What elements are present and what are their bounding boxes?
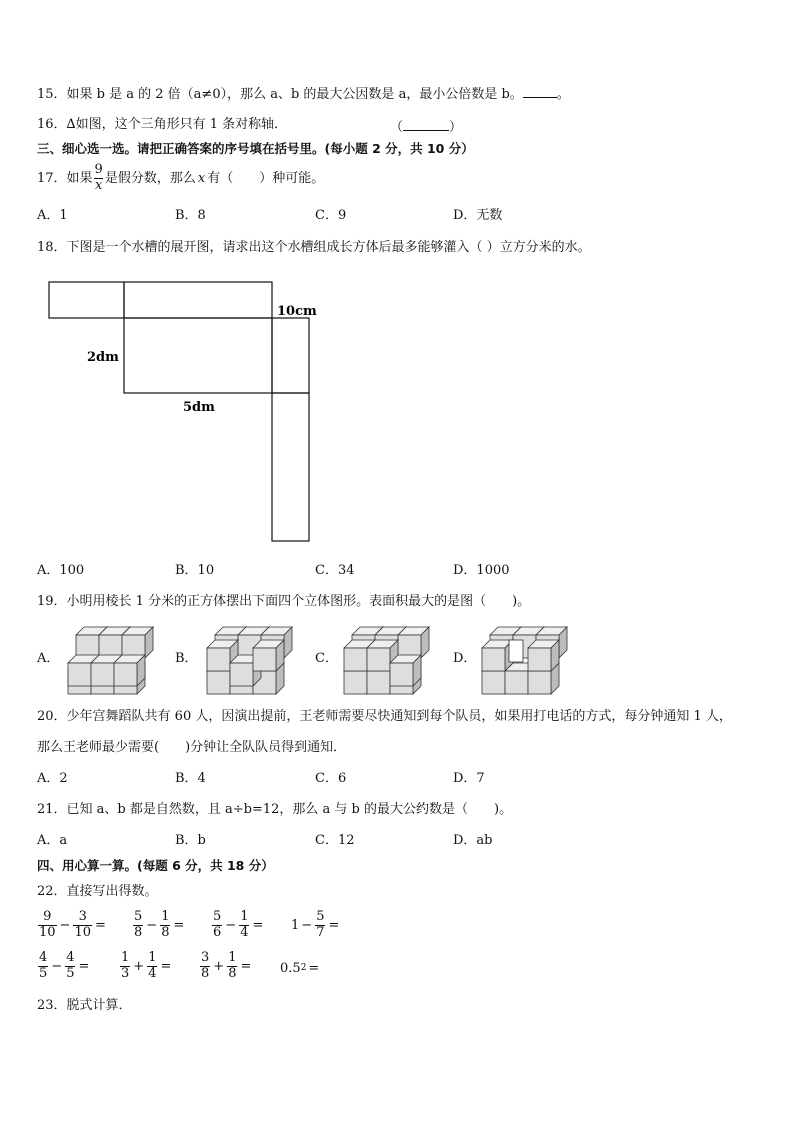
question-16-answer: （ ） [390, 120, 463, 135]
section-3-heading: 三、细心选一选。请把正确答案的序号填在括号里。(每小题 2 分，共 10 分） [37, 141, 474, 156]
question-20-line-1: 20．少年宫舞蹈队共有 60 人，因演出提前，王老师需要尽快通知到每个队员，如果用打电话的方式，每分钟通知 1 人， [37, 709, 732, 724]
q18-option-c[interactable]: C．34 [315, 563, 355, 578]
label-2dm: 2dm [87, 350, 119, 365]
calc-8: 0.5 2 = [280, 961, 320, 976]
calc-2: $\frac{5}{8}$ − $\frac{1}{8}$ = [134, 909, 185, 940]
question-19: 19．小明用棱长 1 分米的正方体摆出下面四个立体图形。表面积最大的是图（ )。 [37, 594, 531, 609]
q20-option-a[interactable]: A．2 [37, 771, 68, 786]
question-15: 15．如果 b 是 a 的 2 倍（a≠0），那么 a、b 的最大公因数是 a，最小公倍数是 b。 。 [37, 87, 570, 102]
q19-option-c-label[interactable]: C． [315, 651, 338, 666]
question-16: 16．∆如图，这个三角形只有 1 条对称轴． [37, 117, 288, 132]
q17-option-b[interactable]: B．8 [175, 208, 206, 223]
q20-option-c[interactable]: C．6 [315, 771, 347, 786]
question-18: 18．下图是一个水槽的展开图，请求出这个水槽组成长方体后最多能够灌入（ ）立方分米的水。 [37, 240, 591, 255]
figure-a-cubes [68, 627, 153, 694]
q19-option-a-label[interactable]: A． [37, 651, 60, 666]
question-17: 17．如果 $\frac{9}{x}$ 是假分数，那么 x 有（ ）种可能。 [37, 162, 325, 193]
figure-d-cubes [482, 627, 567, 694]
q19-option-b-label[interactable]: B． [175, 651, 198, 666]
q21-option-b[interactable]: B．b [175, 833, 206, 848]
question-23: 23．脱式计算． [37, 998, 132, 1013]
label-5dm: 5dm [183, 400, 215, 415]
q17-option-a[interactable]: A．1 [37, 208, 68, 223]
q20-option-b[interactable]: B．4 [175, 771, 206, 786]
question-22: 22．直接写出得数。 [37, 884, 158, 899]
calc-5: $\frac{4}{5}$ − $\frac{4}{5}$ = [39, 950, 90, 981]
calc-7: $\frac{3}{8}$ + $\frac{1}{8}$ = [201, 950, 252, 981]
section-4-heading: 四、用心算一算。(每题 6 分，共 18 分） [37, 858, 274, 873]
q18-option-a[interactable]: A．100 [37, 563, 85, 578]
q21-option-c[interactable]: C．12 [315, 833, 355, 848]
q18-option-b[interactable]: B．10 [175, 563, 215, 578]
calc-6: $\frac{1}{3}$ + $\frac{1}{4}$ = [121, 950, 172, 981]
q17-option-d[interactable]: D．无数 [453, 208, 503, 223]
q19-option-d-label[interactable]: D． [453, 651, 477, 666]
calc-3: $\frac{5}{6}$ − $\frac{1}{4}$ = [213, 909, 264, 940]
q18-option-d[interactable]: D．1000 [453, 563, 510, 578]
q17-option-c[interactable]: C．9 [315, 208, 347, 223]
question-20-line-2: 那么王老师最少需要( )分钟让全队队员得到通知． [37, 740, 347, 755]
question-21: 21．已知 a、b 都是自然数，且 a÷b=12，那么 a 与 b 的最大公约数是（ )。 [37, 802, 513, 817]
label-10cm: 10cm [277, 304, 317, 319]
calc-4: 1 − $\frac{5}{7}$ = [291, 909, 340, 940]
figure-c-cubes [344, 627, 429, 694]
q21-option-a[interactable]: A．a [37, 833, 68, 848]
q20-option-d[interactable]: D．7 [453, 771, 485, 786]
calc-1: $\frac{9}{10}$ − $\frac{3}{10}$ = [39, 909, 106, 940]
figure-b-cubes [207, 627, 292, 694]
q21-option-d[interactable]: D．ab [453, 833, 493, 848]
fraction-9-over-x: $\frac{9}{x}$ [94, 162, 103, 193]
